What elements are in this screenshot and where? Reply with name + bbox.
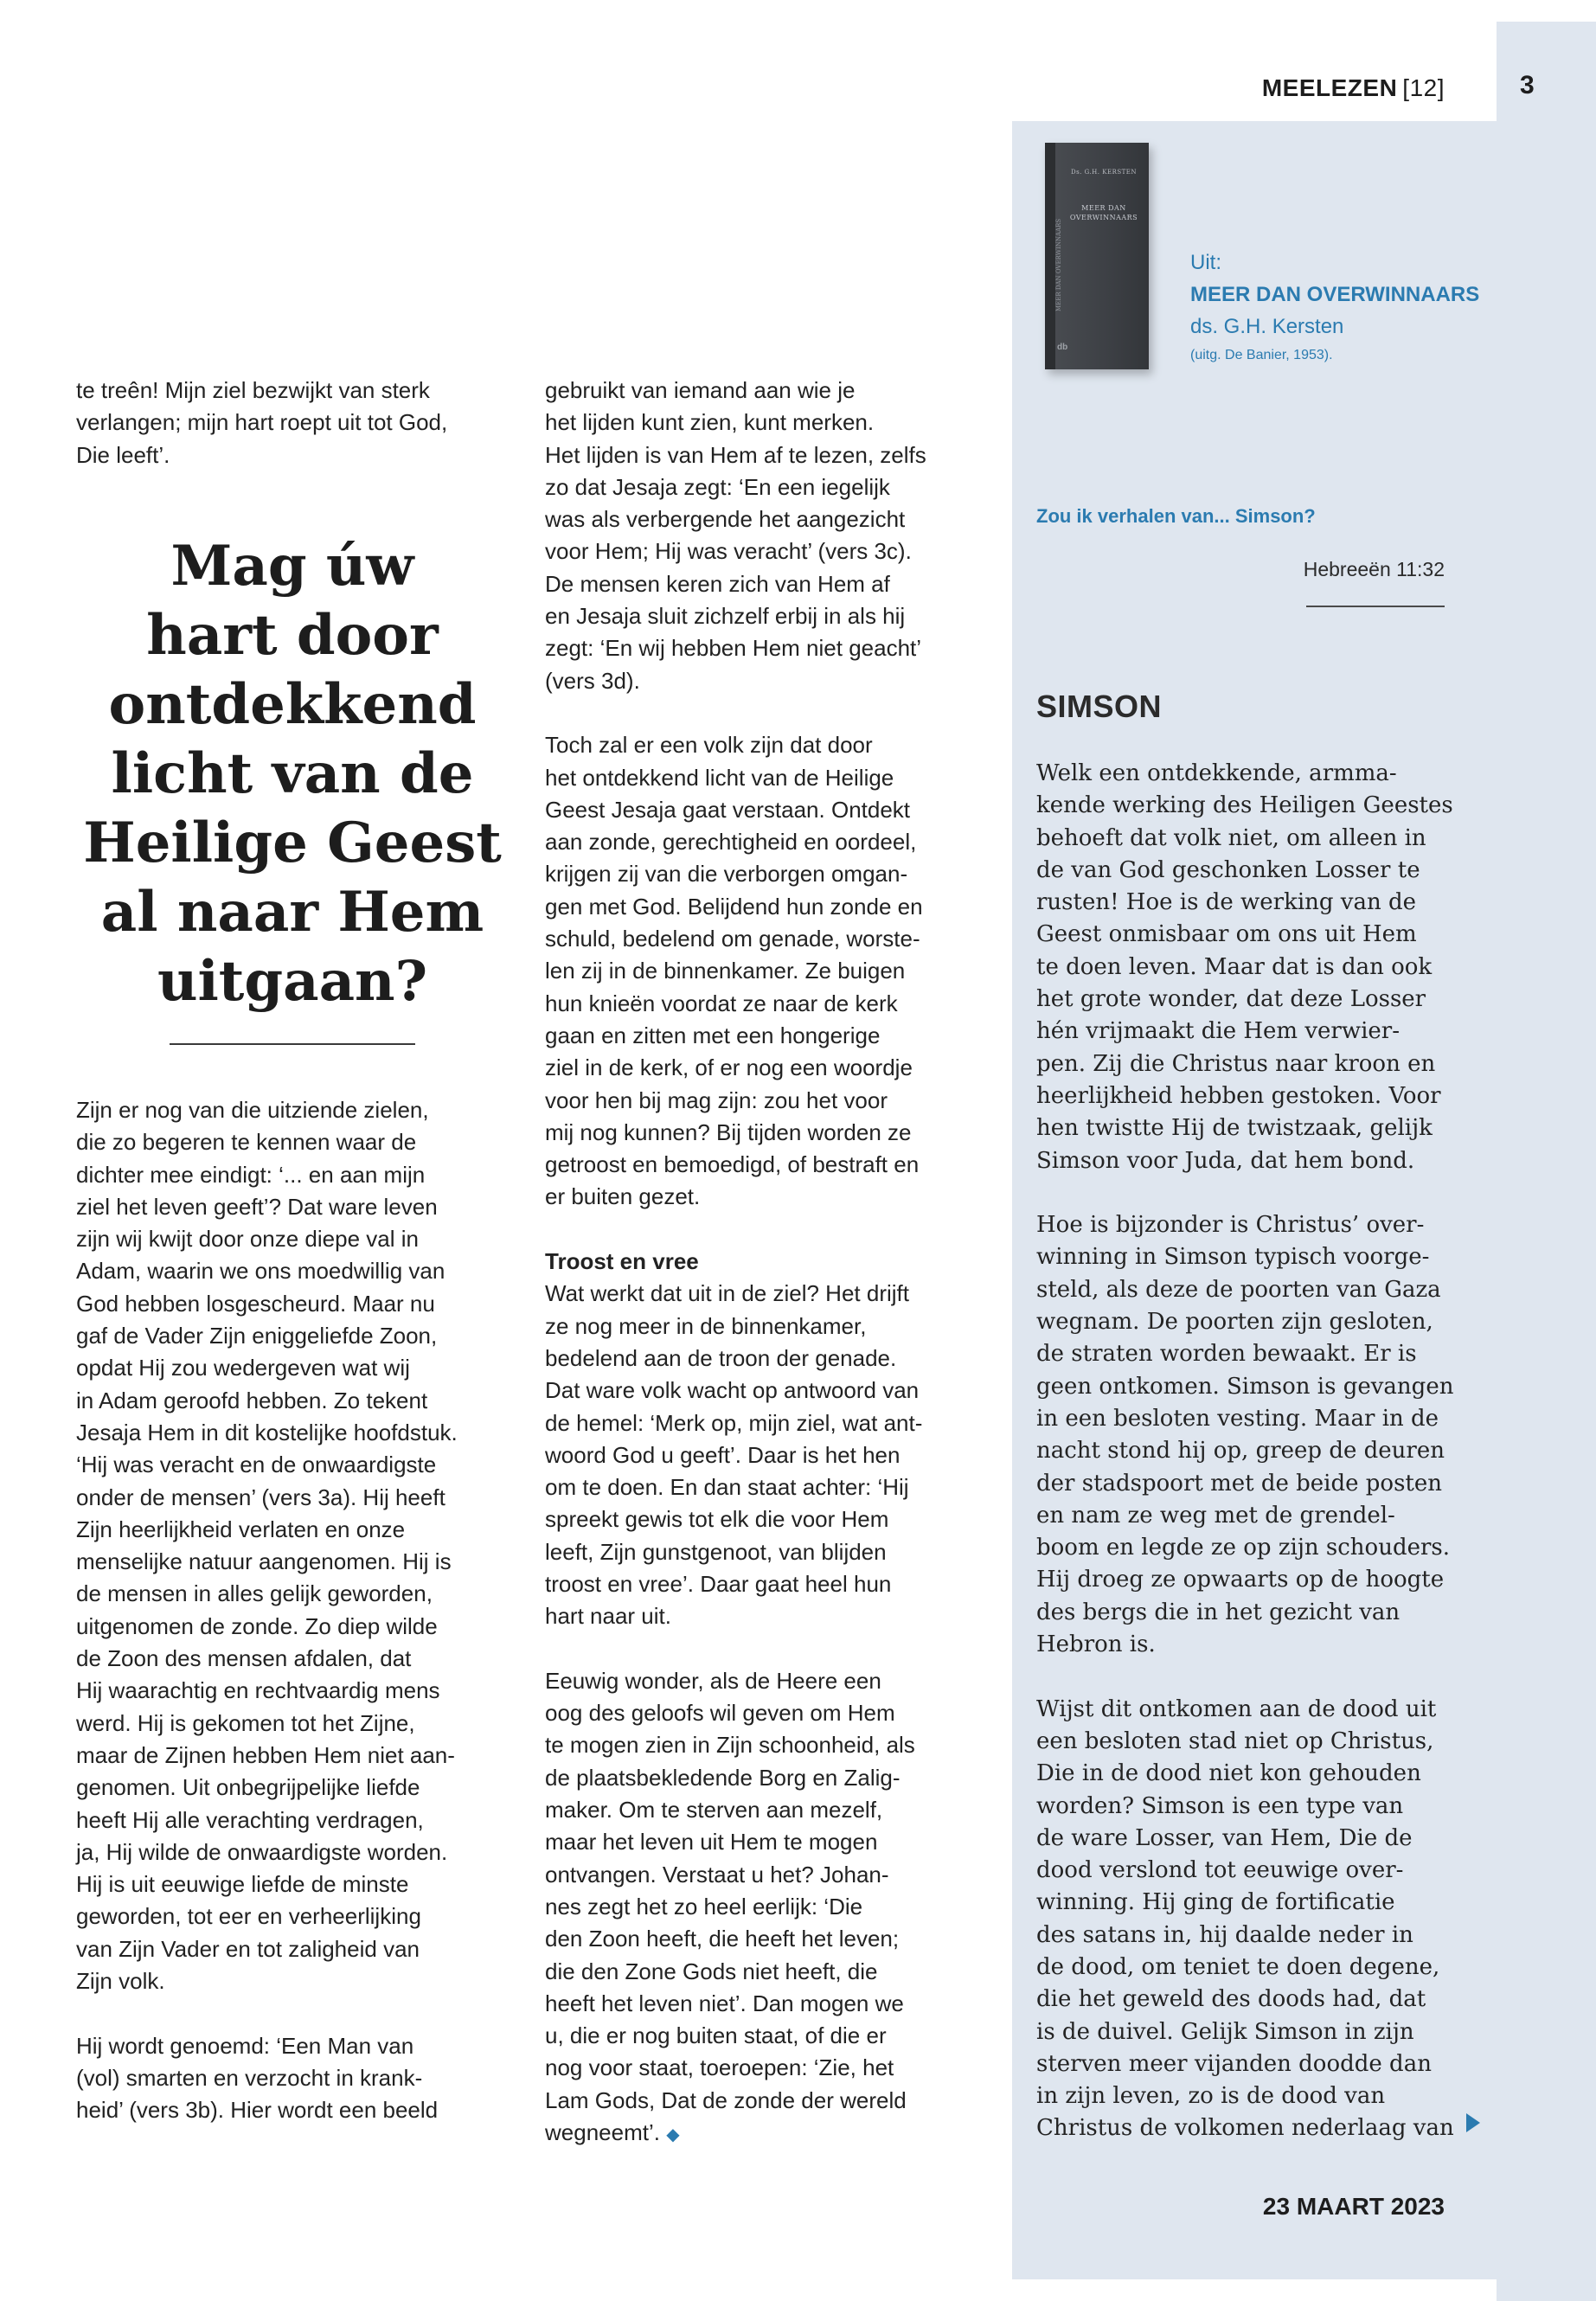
subheading: Troost en vree xyxy=(545,1248,699,1275)
issue-date: 23 MAART 2023 xyxy=(1262,2193,1445,2220)
text-line: hun knieën voordat ze naar de kerk xyxy=(545,990,898,1016)
text-line: der stadspoort met de beide posten xyxy=(1036,1470,1443,1497)
paragraph xyxy=(545,729,977,1213)
text-line: ontvangen. Verstaat u het? Johan- xyxy=(545,1861,889,1888)
text-line: des bergs die in het gezicht van xyxy=(1036,1599,1401,1625)
text-line: Toch zal er een volk zijn dat door xyxy=(545,732,873,759)
middle-column xyxy=(545,375,977,2184)
text-line: Zijn er nog van die uitziende zielen, xyxy=(76,1097,429,1123)
text-line: onder de mensen’ (vers 3a). Hij heeft xyxy=(76,1484,445,1510)
text-line: schuld, bedelend om genade, worste- xyxy=(545,926,920,952)
text-line: Jesaja Hem in dit kostelijke hoofdstuk. xyxy=(76,1419,458,1445)
text-line: Adam, waarin we ons moedwillig van xyxy=(76,1258,445,1285)
text-line: aan zonde, gerechtigheid en oordeel, xyxy=(545,829,917,856)
text-line: wegnam. De poorten zijn gesloten, xyxy=(1036,1309,1433,1336)
text-line: zegt: ‘En wij hebben Hem niet geacht’ xyxy=(545,635,922,662)
book-caption xyxy=(1190,247,1479,369)
text-line: woord God u geeft’. Daar is het hen xyxy=(545,1441,901,1468)
text-line: Hij waarachtig en rechtvaardig mens xyxy=(76,1677,440,1704)
text-line: leeft, Zijn gunstgenoot, van blijden xyxy=(545,1538,887,1565)
text-line: kende werking des Heiligen Geestes xyxy=(1036,792,1453,819)
book-spine xyxy=(1045,143,1055,369)
text-line: Wat werkt dat uit in de ziel? Het drijft xyxy=(545,1280,909,1307)
text-line: ja, Hij wilde de onwaardigste worden. xyxy=(76,1838,448,1865)
text-line: uitgaan? xyxy=(157,949,428,1014)
book-cover-author: Ds. G.H. KERSTEN xyxy=(1070,169,1138,176)
text-line: het ontdekkend licht van de Heilige xyxy=(545,764,894,791)
text-line: een besloten stad niet op Christus, xyxy=(1036,1727,1434,1754)
text-line: heeft het leven niet’. Dan mogen we xyxy=(545,1990,904,2016)
text-line: Geest Jesaja gaat verstaan. Ontdekt xyxy=(545,796,911,823)
text-line: Simson voor Juda, dat hem bond. xyxy=(1036,1147,1415,1174)
text-line: heid’ (vers 3b). Hier wordt een beeld xyxy=(76,2097,439,2124)
text-line: maar het leven uit Hem te mogen xyxy=(545,1829,878,1856)
text-line: de van God geschonken Losser te xyxy=(1036,856,1420,883)
caption-publisher: (uitg. De Banier, 1953). xyxy=(1190,348,1333,362)
text-line: steld, als deze de poorten van Gaza xyxy=(1036,1276,1441,1303)
text-line: de mensen in alles gelijk geworden, xyxy=(76,1580,433,1607)
book-cover-title-line: MEER DAN xyxy=(1081,204,1126,212)
text-line: heerlijkheid hebben gestoken. Voor xyxy=(1036,1082,1441,1109)
text-line: ze nog meer in de binnenkamer, xyxy=(545,1312,867,1339)
paragraph xyxy=(1036,1209,1452,1661)
text-line: Die in de dood niet kon gehouden xyxy=(1036,1760,1421,1787)
text-line: wegneemt’. xyxy=(545,2119,667,2146)
divider xyxy=(1306,606,1445,607)
left-column-intro xyxy=(76,375,509,503)
text-line: die het geweld des doods had, dat xyxy=(1036,1986,1426,2013)
text-line: hart door xyxy=(146,603,439,668)
text-line: hart naar uit. xyxy=(545,1603,671,1630)
text-line: geworden, tot eer en verheerlijking xyxy=(76,1903,421,1930)
text-line: behoeft dat volk niet, om alleen in xyxy=(1036,824,1426,851)
text-line: nes zegt het zo heel eerlijk: ‘Die xyxy=(545,1893,863,1920)
text-line: en nam ze weg met de grendel- xyxy=(1036,1502,1395,1529)
text-line: spreekt gewis tot elk die voor Hem xyxy=(545,1506,889,1533)
book-cover-title xyxy=(1062,203,1145,222)
book-cover-title-line: OVERWINNAARS xyxy=(1069,214,1138,221)
text-line: te doen leven. Maar dat is dan ook xyxy=(1036,953,1433,980)
text-line: van Zijn Vader en tot zaligheid van xyxy=(76,1935,420,1962)
text-line: ziel het leven geeft’? Dat ware leven xyxy=(76,1193,438,1220)
text-line: Eeuwig wonder, als de Heere een xyxy=(545,1667,881,1694)
text-line: die den Zone Gods niet heeft, die xyxy=(545,1958,878,1984)
text-line: de dood, om teniet te doen degene, xyxy=(1036,1953,1440,1980)
sidebar-heading: SIMSON xyxy=(1036,689,1163,724)
text-line: Hij wordt genoemd: ‘Een Man van xyxy=(76,2032,414,2059)
text-line: het grote wonder, dat deze Losser xyxy=(1036,986,1426,1013)
text-line: winning in Simson typisch voorge- xyxy=(1036,1244,1430,1271)
text-line: die zo begeren te kennen waar de xyxy=(76,1129,417,1156)
text-line: de hemel: ‘Merk op, mijn ziel, wat ant- xyxy=(545,1409,923,1436)
text-line: genomen. Uit onbegrijpelijke liefde xyxy=(76,1774,420,1801)
text-line: Hij is uit eeuwige liefde de minste xyxy=(76,1871,409,1898)
book-spine-text: MEER DAN OVERWINNAARS xyxy=(1055,218,1062,311)
sidebar-body xyxy=(1036,758,1452,2177)
text-line: er buiten gezet. xyxy=(545,1183,701,1210)
text-line: Christus de volkomen nederlaag van xyxy=(1036,2115,1454,2142)
text-line: al naar Hem xyxy=(100,880,484,945)
paragraph xyxy=(76,1094,509,1997)
text-line: uitgenomen de zonde. Zo diep wilde xyxy=(76,1612,438,1639)
text-line: dood verslond tot eeuwige over- xyxy=(1036,1857,1404,1884)
text-line: Die leeft’. xyxy=(76,441,170,468)
text-line: Dat ware volk wacht op antwoord van xyxy=(545,1377,920,1404)
issue-number: [12] xyxy=(1402,74,1445,101)
text-line: de straten worden bewaakt. Er is xyxy=(1036,1341,1417,1368)
text-line: Mag úw xyxy=(170,534,414,599)
caption-book-title: MEER DAN OVERWINNAARS xyxy=(1190,283,1480,306)
text-line: om te doen. En dan staat achter: ‘Hij xyxy=(545,1474,909,1501)
text-line: troost en vree’. Daar gaat heel hun xyxy=(545,1570,892,1597)
text-line: nacht stond hij op, greep de deuren xyxy=(1036,1438,1445,1465)
text-line: rusten! Hoe is de werking van de xyxy=(1036,889,1417,916)
left-column xyxy=(76,1094,509,2159)
text-line: verlangen; mijn hart roept uit tot God, xyxy=(76,409,448,436)
text-line: dichter mee eindigt: ‘... en aan mijn xyxy=(76,1161,426,1188)
publisher-logo: db xyxy=(1057,343,1068,352)
paragraph xyxy=(1036,758,1452,1177)
text-line: bedelend aan de troon der genade. xyxy=(545,1344,897,1371)
text-line: des satans in, hij daalde neder in xyxy=(1036,1921,1413,1948)
text-line: maar de Zijnen hebben Hem niet aan- xyxy=(76,1741,455,1768)
text-line: krijgen zij van die verborgen omgan- xyxy=(545,861,908,888)
sidebar-kicker: Zou ik verhalen van... Simson? xyxy=(1036,505,1316,527)
text-line: het lijden kunt zien, kunt merken. xyxy=(545,409,875,436)
text-line: in Adam geroofd hebben. Zo tekent xyxy=(76,1387,428,1413)
end-mark-icon: ◆ xyxy=(666,2125,680,2145)
text-line: in een besloten vesting. Maar in de xyxy=(1036,1405,1439,1432)
text-line: God hebben losgescheurd. Maar nu xyxy=(76,1290,435,1317)
bible-reference: Hebreeën 11:32 xyxy=(1303,558,1445,580)
text-line: te treên! Mijn ziel bezwijkt van sterk xyxy=(76,377,430,403)
text-line: De mensen keren zich van Hem af xyxy=(545,570,890,597)
paragraph-lines xyxy=(545,1665,977,2145)
text-line: Welk een ontdekkende, armma- xyxy=(1036,760,1397,786)
paragraph xyxy=(76,2030,509,2127)
divider xyxy=(170,1043,415,1045)
text-line: zijn wij kwijt door onze diepe val in xyxy=(76,1226,419,1253)
text-line: te mogen zien in Zijn schoonheid, als xyxy=(545,1732,915,1759)
text-line: opdat Hij zou wedergeven wat wij xyxy=(76,1355,410,1381)
text-line: hen twistte Hij de twistzaak, gelijk xyxy=(1036,1115,1433,1142)
book-cover-image xyxy=(1045,143,1149,369)
paragraph xyxy=(76,375,509,471)
text-line: Hoe is bijzonder is Christus’ over- xyxy=(1036,1212,1425,1239)
text-line: Zijn volk. xyxy=(76,1968,165,1995)
text-line: gen met God. Belijdend hun zonde en xyxy=(545,893,923,920)
text-line: Hij droeg ze opwaarts op de hoogte xyxy=(1036,1567,1445,1593)
page-number: 3 xyxy=(1520,71,1535,99)
text-line: zo dat Jesaja zegt: ‘En een iegelijk xyxy=(545,473,890,500)
text-line: de ware Losser, van Hem, Die de xyxy=(1036,1824,1413,1851)
text-line: pen. Zij die Christus naar kroon en xyxy=(1036,1050,1436,1077)
section-header xyxy=(1262,74,1445,102)
text-line: Heilige Geest xyxy=(83,811,502,875)
text-line: gaan en zitten met een hongerige xyxy=(545,1022,881,1048)
text-line: werd. Hij is gekomen tot het Zijne, xyxy=(76,1709,415,1736)
text-line: en Jesaja sluit zichzelf erbij in als hij xyxy=(545,603,906,630)
text-line: heeft Hij alle verachting verdragen, xyxy=(76,1806,424,1833)
paragraph-final xyxy=(545,1665,977,2151)
text-line: getroost en bemoedigd, of bestraft en xyxy=(545,1151,920,1178)
paragraph xyxy=(545,375,977,697)
text-line: den Zoon heeft, die heeft het leven; xyxy=(545,1926,900,1952)
text-line: nog voor staat, toeroepen: ‘Zie, het xyxy=(545,2054,894,2081)
text-line: ontdekkend xyxy=(108,672,477,737)
text-line: worden? Simson is een type van xyxy=(1036,1792,1404,1819)
section-name: MEELEZEN xyxy=(1261,74,1398,101)
text-line: voor Hem; Hij was veracht’ (vers 3c). xyxy=(545,538,912,565)
text-line: de plaatsbekledende Borg en Zalig- xyxy=(545,1764,901,1791)
text-line: voor hen bij mag zijn: zou het voor xyxy=(545,1086,888,1113)
text-line: Geest onmisbaar om ons uit Hem xyxy=(1036,921,1417,948)
text-line: (vol) smarten en verzocht in krank- xyxy=(76,2064,423,2091)
text-line: hén vrijmaakt die Hem verwier- xyxy=(1036,1018,1401,1045)
text-line: sterven meer vijanden doodde dan xyxy=(1036,2050,1432,2077)
text-line: mij nog kunnen? Bij tijden worden ze xyxy=(545,1118,912,1145)
text-line: gaf de Vader Zijn eniggeliefde Zoon, xyxy=(76,1323,438,1349)
paragraph xyxy=(1036,1694,1452,2145)
text-line: gebruikt van iemand aan wie je xyxy=(545,377,856,403)
text-line: Het lijden is van Hem af te lezen, zelfs xyxy=(545,441,926,468)
text-line: in zijn leven, zo is de dood van xyxy=(1036,2083,1386,2110)
page-tab xyxy=(1497,22,1596,2301)
paragraph xyxy=(545,1278,977,1632)
text-line: oog des geloofs wil geven om Hem xyxy=(545,1700,895,1727)
text-line: boom en legde ze op zijn schouders. xyxy=(1036,1535,1451,1561)
text-line: is de duivel. Gelijk Simson in zijn xyxy=(1036,2018,1414,2045)
text-line: Wijst dit ontkomen aan de dood uit xyxy=(1036,1695,1437,1722)
text-line: menselijke natuur aangenomen. Hij is xyxy=(76,1548,452,1575)
text-line: licht van de xyxy=(111,741,474,806)
text-line: maker. Om te sterven aan mezelf, xyxy=(545,1797,883,1823)
text-line: Zijn heerlijkheid verlaten en onze xyxy=(76,1516,406,1542)
text-line: was als verbergende het aangezicht xyxy=(545,506,906,533)
text-line: Lam Gods, Dat de zonde der wereld xyxy=(545,2086,907,2113)
text-line: ziel in de kerk, of er nog een woordje xyxy=(545,1054,913,1081)
text-line: Hebron is. xyxy=(1036,1631,1156,1658)
text-line: len zij in de binnenkamer. Ze buigen xyxy=(545,958,906,984)
text-line: u, die er nog buiten staat, of die er xyxy=(545,2022,887,2049)
text-line: de Zoon des mensen afdalen, dat xyxy=(76,1645,412,1672)
text-line: (vers 3d). xyxy=(545,667,640,694)
caption-from: Uit: xyxy=(1190,251,1221,274)
text-line: geen ontkomen. Simson is gevangen xyxy=(1036,1373,1454,1400)
pull-quote xyxy=(76,532,509,1016)
text-line: ‘Hij was veracht en de onwaardigste xyxy=(76,1452,437,1478)
caption-author: ds. G.H. Kersten xyxy=(1190,315,1344,338)
continue-arrow-icon xyxy=(1466,2113,1480,2132)
text-line: winning. Hij ging de fortificatie xyxy=(1036,1889,1395,1916)
